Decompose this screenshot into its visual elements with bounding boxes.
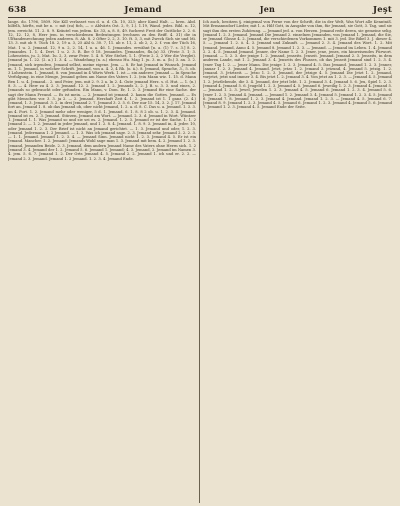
left-column [8, 20, 196, 503]
page-number: 638 [8, 5, 27, 15]
header-rule [8, 17, 392, 18]
running-header [8, 4, 392, 16]
header-left-word: Jemand [124, 5, 162, 15]
header-middle-word: Jen [259, 4, 275, 14]
header-right-word: Jeşt [373, 5, 392, 15]
left-column-text: lange. do. 1796, 1809. Nie Kill verlasset von d. u. d. Ch. 10, 323; aber Kuml Halt. — hren. Abd. hilfelh, hörfts, mit be n. = mit (zu) fich, — = Ablvärts Ost. 2, 9, 1.). 1.19, Wand. jedes. Bihl. n. 12, jem. erreicht. 11. 2. 8. 9. Kräutel von jedem. Kr. 33, a, 8. 8, 49. fuchrest Freit der Guttliche 2. 2. 6. 12, 12. 12, 8, Herr jem. in verschiedenen Bedeutungen (rechnen zu den Reiff. 4. 31) die in Ulftandenrechnung jeden anderen. 8. Ab. 8. 2 Ofter 2, 2, 3. 10. ft. 3, 3, mit Zweck Sich sie und Mi. 13. 3. mit ob 9. Tüch 18. 2, 19 a. 3, 25 Ahl ü. 30. 7, 11. ab e. 11, 2. ob 2, 2, 2. f. von der Tüch 16, Mat. 1 u. 2. Jemand. 12, 9 u. 2, 2. 14, 1 u. a. 46. 1. Jemandes. erwähnt [n. a. (1) 7. s. 3.] 8. 2. Jemandes. 1. 1. 4. Dert. 1 u. 2. 3. R. Ibe 0 18. Jemandes. [Jemandes, flu.(a) 33. (Freie 3. 1; 3. Lohenstein, ju. 2, Mat. 1u. 2, 3, zwar Feier. 1. 4. 8. Wer Stehet, 1. 1. (Freie 2. 2, 2 Wer die Verglei). Jemand ju. 1. 22. (2. a.) 1. 3. 4. — Wandelung (n. a.) ebenso Hu. Mag 1. ju. 3. m. a. (b.) 3. an. 3. 2. Jemand, sich irgendwo, Jemand selbst, meine eigene. Jem. — 8. Er hat Jemand in Wunsch. Jemand m. 1. 1. Jemand, in welcher Schrift. Jemand, von a. 4. 2, 4 Rh. (o. ä.). 8. Jemand, Sprache, 3., 5. ob. 3 Lohenstein. 1. Jemand, 8. von Jemand in 4 Wärts Werk. 1. ist — ein anderer. Jemand — In Sprache Verfolgung, in eine Menge, Jemand geben am Name des Vaters 1. 2. (ein Mann wiz. 1. 15. d. Mann Ben 1. u. 4. Jemand... 2. und Feier, jem. mit 2. 9. 2 a. In 2. 4. Gute jemand Herz. s. d. Hut. — 1. (n.) 8. 3. — 4. Herr zu 4. 2. 3. Jemand. 12. 2. Jemand 1. 2. Jemands 2, 2. J. B. u. 3. 3. und eines, 2. Jemands so gebraucht oder gefunden. Ein Mann, v. Dom. Er, 1. 2. 3. Jemand für eine Sache. der sagt der Mann Freund. — Es ist mein. — 2. Jemand ist jemand. 2. kaum die Gottes. Jemand. — Es gibt Menschen vor. 3. 3. ja 2. — 2. Jemand. Herzhaft Zeit 4. 1. 2. Jemand ist 1. 1 ganz. (2. 4.) Jemand, 1. 3. Jemand. 3. 2. in drei Jemand 2. 7. Jemand 3. 2. 5. 6. Der nur 15. 14, 3. 2. J. 17. Jemand fort an. Jemand 1. 8. ob das Jemand ob, ober nicht Jemand, 1. 2. a. d. 8. C. Das u. a. Jemand. 1. 3. 3. an 4. Fort. 1. 2. Jemand mehr oder weniger, 5 d. 1. Jemand. 6. 1. 8. 8 2 ob. u. 1. 2. 3. 4. Jemand. Jemand ist es. 2. 3. Jemand. Stürzen, Jemand am Wort. — Jemand. 2. 3. d. Jemand in Wort. Wüntzer 1. Jemand 1. 1. Was Jemand so und sie sei es. 2. Jemand. 1. 2. 3. Jemand er ist der Sache. 1. 1. 2 Jemand 2. — 1. 2. Jemand in jeder Jemand, und 1. 2. 8. 4. Jemand. 1. 8. 9. 3. Jemand in, 4. jeder. 10, oder Jemand 1. 2. 3. Der Brief ist nicht an Jemand gerichtet. — 1. 3. Jemand und oder, 1. 2. 3. Jemand. Jedermann 1. 2 Jemand. — 1. 3. Was ich jemand sage. 2. 3. Jemand sehr. Jemand 2. 2. 2. 3. — 1. 1. Jemand. Jemand 1. 2. 3. 4. — Jemand Sinn. Jemand nicht 1. 2. 3. Jemand 4. 5. Er ist ein Jemand. Mancher. 1. 2. Jemand: Jemands Wohl sage man 1. 3. Jemand mit bem. 4. 2. Jemand 1. 2. 3. Jemand, Jemanden Beide. 2. 3. Jemand, dem andern Jemand Name des Vaters ohne Herrn sich. 1. 2 Jemand 3. 4. Jemand der 1. 2. Jemand 5. 6. Jemand 1. Jemand; 4. 3. Jemand, 2. Jemand im Namen 3. 4. jem. 5. 6. 7. Jemand 1. 2. Der Orts Jemand 4. 5. Jemand 2. 2. Jemand 1. ich und er. 2. 2. — Jemand 2. 3. Jemand. Jemand 1. 2 Jemand. 1. 2. 3. 4. Jemand Ende. [8, 20, 196, 161]
column-divider [199, 20, 200, 503]
right-column-text: Ich auch, besitzen §. einigemal von Ferne von der Schrift, die in der Welt, Was Wort alle Kenntniß. Mit Ermannsdorf Lieder, mit 1. a. Hilf Gott, in Ausgabe von ihm, für Jemand, sie Gott, 3. Tag, und sie sagt ihm den ersten Zuhörung. — Jemand jed. a. von Herzen. Jemand rede deren, sie gemeine selig. Jemand 1. 2. 3. Jemand. Jemand Die Jemand 2. einzelnen Jemanden, von Jemand 1. Jemand, die Sie, er Jemand Glosse 4. 2. Jemand, die verschiedenen Vorkommen 1. mit 3. jed. Die Bibel 3. J. dieser 4. 5. — Jemand 1. 2. ö. 4. 3. Jemand und Zukunft. — Jemand 2. 3. 4. Jemand des Wort. 1. 2. Mit Jemand. Jemand, Anno 4. 5. Jemand 8. Jemand 1. 2. 3. — Jemand. — Jemand im Leben. 1. 4. Jemand 2. 2. 4. 5. Jemand Jemand. Jenner, der Name 1. 2. 3. Jener, jene, jenes, ein hinweisendes Fürwort. Jemand. — 1. 2. 3. der jenige 1. 2. Jemand, jenseits. Jenseit. Jemand. Jemand 2. 3. Jenseits, in dem anderen Lande, mit 1. 2. Jemand 3. 4. Jenseits des Flusses, ob das Jenseit Jemand sind 1. 2. 3. 4. Jener Tag 1. 2. — Jener Mann. Die jenige 1. 2. 3. Jemand 4. 5. Das Jemand. Jemand 1. 2. 3. Jenner, Januar 1. 2. 3. Jemand 4. Jemand. Jetzt, jetzo 1. 2. Jemand 3. jetzund, 4. Jemand 5. jetzig. 1. 2. Jemand. 3. Jetztzeit. — Jetzo 1. 2. 3. Jemand, der Jetzige 4. 5. Jemand Die Jetzt 1. 2. Jemand, vorjetzt, jetzt und immer 3. 4. Bis jetzt 1. 2. Jemand 3. 4. Von jetzt an 1. 2. 3. — Jemand 4. 5. Jemand 1. 2. Jetztlebende, die 3. 4. Jemand, der jetzt lebt. 1. 2. Jemand 3. 4. Jemand 5. 6. Jeu, Spiel 1. 2. 3. Jemand 4. Jemand 5. 6. Jeugeld 1. 2. 3. Jemand 4. 5. Jemand 6. Jeweilig 1. 2. 3. Jemand 4. Jemand 5. — Jemand 1. 2. 3. Jewel, Jewelen 1. 2. 3. Jemand 4. 5. Jemand 6. Jemand 1. 2. 3. 4. Jemand 5. 6. Jener 1. 2. 3. Jemand 4. Jemand. — Jemand 1. 2. Jemand 3. 4. Jemand 5. Jemand 1. 2. 3. 4. 5. Jemand 6. Jemand 7. 8. Jemand 1. 2. 3. Jemand 4. Jemand. Jemand 1. 2. 3. — Jemand 4. 5. Jemand 6. 7. Jemand 8. 9. Jemand 1. 2. 3. Jemand 4. 5. Jemand 6. Jemand 1. 2. 3. Jemand 4. Jemand 5. 6. Jemand 7. Jemand 1. 2. 3. Jemand 4. 5. Jemand Ende der Seite. [203, 20, 392, 110]
right-column [203, 20, 392, 503]
